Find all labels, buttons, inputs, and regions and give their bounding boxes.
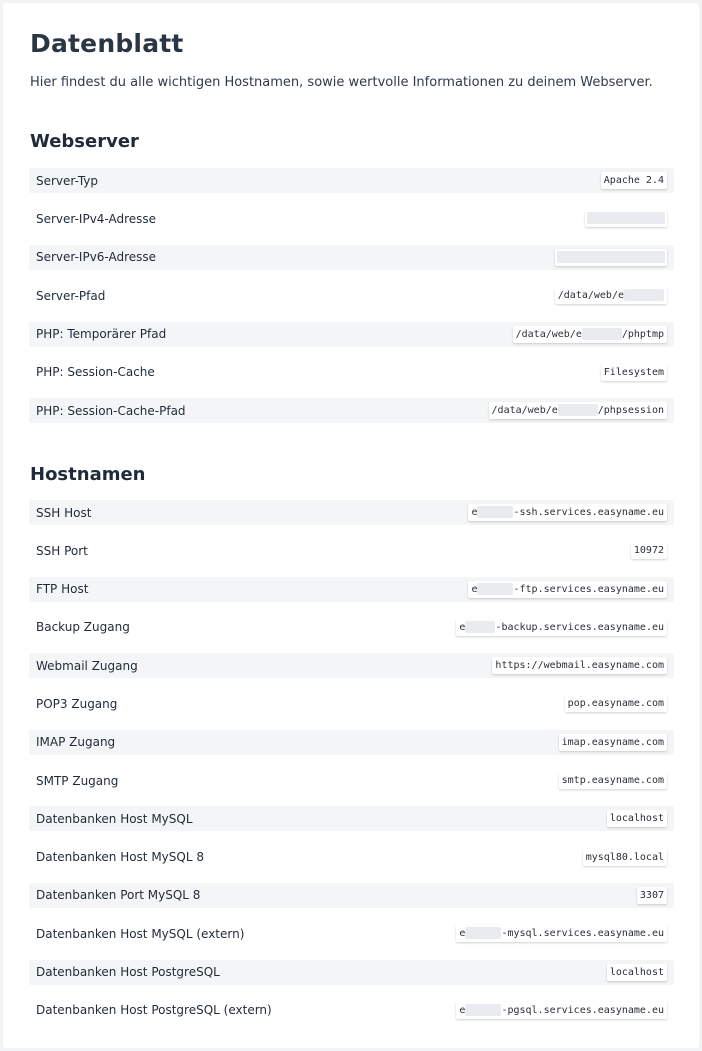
row-label: PHP: Session-Cache bbox=[36, 365, 155, 380]
row-value[interactable] bbox=[456, 619, 667, 636]
row-value[interactable]: Filesystem bbox=[601, 364, 667, 381]
row-db-host-postgresql-extern bbox=[29, 998, 674, 1023]
value-prefix: e bbox=[471, 507, 478, 518]
redacted-block bbox=[582, 328, 622, 340]
row-label: Server-IPv6-Adresse bbox=[36, 250, 157, 265]
redacted-block bbox=[465, 1004, 501, 1016]
row-value[interactable]: imap.easyname.com bbox=[559, 734, 667, 751]
row-label: PHP: Session-Cache-Pfad bbox=[36, 403, 186, 418]
row-db-host-mysql8 bbox=[29, 845, 674, 870]
row-value[interactable]: 3307 bbox=[637, 887, 667, 904]
row-label: Server-IPv4-Adresse bbox=[36, 211, 157, 226]
row-server-ipv6 bbox=[29, 245, 674, 270]
row-value[interactable]: 10972 bbox=[631, 542, 667, 559]
row-value[interactable]: https://webmail.easyname.com bbox=[492, 657, 667, 674]
redacted-block bbox=[558, 404, 598, 416]
row-db-host-postgresql bbox=[29, 960, 674, 985]
row-value[interactable]: smtp.easyname.com bbox=[559, 772, 667, 789]
row-db-host-mysql-extern bbox=[29, 921, 674, 946]
redacted-block bbox=[477, 506, 513, 518]
row-php-session-cache-pfad bbox=[29, 398, 674, 423]
row-value-redacted[interactable] bbox=[555, 249, 667, 266]
row-db-host-mysql bbox=[29, 806, 674, 831]
row-label: Datenbanken Host PostgreSQL bbox=[36, 965, 220, 980]
row-value[interactable] bbox=[468, 504, 667, 521]
datasheet-card bbox=[3, 3, 699, 1048]
value-suffix: -ssh.services.easyname.eu bbox=[513, 507, 664, 518]
section-title-webserver: Webserver bbox=[30, 131, 139, 152]
row-label: Datenbanken Host MySQL 8 bbox=[36, 850, 204, 865]
redacted-block bbox=[465, 927, 501, 939]
webserver-table bbox=[29, 168, 674, 437]
row-php-temp-pfad bbox=[29, 322, 674, 347]
redacted-block bbox=[624, 289, 664, 301]
row-value-redacted[interactable] bbox=[585, 210, 667, 227]
row-value[interactable] bbox=[468, 581, 667, 598]
value-prefix: /data/web/e bbox=[557, 290, 624, 302]
row-label: SSH Host bbox=[36, 505, 92, 520]
row-server-typ bbox=[29, 168, 674, 193]
row-value[interactable]: localhost bbox=[607, 964, 667, 981]
redacted-block bbox=[557, 251, 665, 263]
row-label: SMTP Zugang bbox=[36, 773, 119, 788]
page-description: Hier findest du alle wichtigen Hostnamen, sowie wertvolle Informationen zu deinem Webserver. bbox=[30, 75, 653, 90]
row-value[interactable]: pop.easyname.com bbox=[565, 695, 667, 712]
row-webmail-zugang bbox=[29, 653, 674, 678]
row-value[interactable]: Apache 2.4 bbox=[601, 172, 667, 189]
row-value[interactable]: localhost bbox=[607, 810, 667, 827]
row-label: FTP Host bbox=[36, 582, 89, 597]
row-value[interactable] bbox=[513, 326, 667, 343]
row-smtp-zugang bbox=[29, 768, 674, 793]
redacted-block bbox=[465, 621, 495, 633]
row-pop3-zugang bbox=[29, 691, 674, 716]
row-value[interactable] bbox=[489, 402, 667, 419]
value-prefix: e bbox=[459, 1004, 466, 1016]
row-label: POP3 Zugang bbox=[36, 696, 118, 711]
row-label: Webmail Zugang bbox=[36, 658, 138, 673]
value-prefix: /data/web/e bbox=[515, 328, 582, 340]
row-label: SSH Port bbox=[36, 543, 88, 558]
row-label: PHP: Temporärer Pfad bbox=[36, 327, 167, 342]
row-label: IMAP Zugang bbox=[36, 735, 116, 750]
row-label: Server-Typ bbox=[36, 173, 98, 188]
row-label: Backup Zugang bbox=[36, 620, 130, 635]
row-label: Server-Pfad bbox=[36, 288, 106, 303]
row-label: Datenbanken Host PostgreSQL (extern) bbox=[36, 1003, 272, 1018]
row-ftp-host bbox=[29, 577, 674, 602]
row-value[interactable] bbox=[456, 1002, 667, 1019]
row-server-pfad bbox=[29, 283, 674, 308]
page-title: Datenblatt bbox=[30, 29, 184, 58]
value-prefix: e bbox=[471, 583, 478, 595]
value-suffix: -backup.services.easyname.eu bbox=[495, 621, 664, 633]
row-server-ipv4 bbox=[29, 206, 674, 231]
row-ssh-port bbox=[29, 538, 674, 563]
hostnames-table bbox=[29, 500, 674, 1036]
row-value[interactable] bbox=[456, 925, 667, 942]
row-label: Datenbanken Port MySQL 8 bbox=[36, 888, 201, 903]
value-prefix: e bbox=[459, 928, 466, 940]
row-backup-zugang bbox=[29, 615, 674, 640]
row-imap-zugang bbox=[29, 730, 674, 755]
row-label: Datenbanken Host MySQL (extern) bbox=[36, 926, 245, 941]
value-suffix: -mysql.services.easyname.eu bbox=[501, 928, 664, 940]
value-prefix: /data/web/e bbox=[491, 405, 558, 417]
value-suffix: /phptmp bbox=[621, 328, 664, 340]
redacted-block bbox=[587, 212, 665, 224]
value-suffix: -pgsql.services.easyname.eu bbox=[501, 1004, 664, 1016]
row-db-port-mysql8 bbox=[29, 883, 674, 908]
value-suffix: -ftp.services.easyname.eu bbox=[513, 583, 664, 595]
section-title-hostnamen: Hostnamen bbox=[30, 464, 146, 485]
redacted-block bbox=[477, 583, 513, 595]
row-value[interactable] bbox=[555, 287, 667, 304]
row-ssh-host bbox=[29, 500, 674, 525]
value-prefix: e bbox=[459, 621, 466, 633]
value-suffix: /phpsession bbox=[597, 405, 664, 417]
row-php-session-cache bbox=[29, 360, 674, 385]
row-label: Datenbanken Host MySQL bbox=[36, 811, 193, 826]
row-value[interactable]: mysql80.local bbox=[583, 849, 667, 866]
